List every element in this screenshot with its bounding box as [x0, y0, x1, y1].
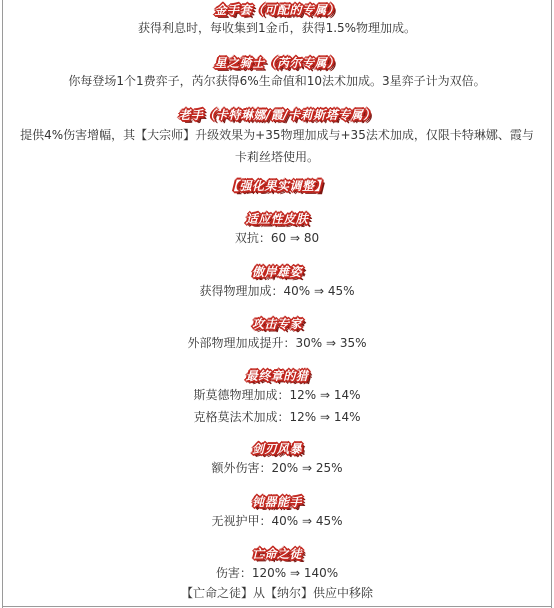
artifact-title: 老手（卡特琳娜/霞/卡莉斯塔专属）: [178, 108, 376, 122]
artifact-title: 星之骑士（芮尔专属）: [214, 56, 340, 70]
fruit-change: 克格莫法术加成：12% ⇒ 14%: [193, 410, 361, 424]
fruit-title: 剑刃风暴: [251, 442, 302, 456]
fruit-change: 双抗：60 ⇒ 80: [234, 231, 320, 245]
artifact-entry-veteran: [0, 107, 554, 168]
fruit-change: 外部物理加成提升：30% ⇒ 35%: [187, 336, 367, 350]
fruit-entry-proud-stance: [0, 264, 554, 300]
artifact-entry-gold-glove: [0, 2, 554, 37]
section-title: 【强化果实调整】: [226, 179, 327, 193]
fruit-entry-final-hunt: [0, 368, 554, 426]
fruit-change: 斯莫德物理加成：12% ⇒ 14%: [193, 388, 361, 402]
fruit-title: 钝器能手: [251, 495, 302, 509]
fruit-change: 伤害：120% ⇒ 140%: [215, 566, 339, 580]
fruit-entry-attack-expert: [0, 316, 554, 352]
fruit-change: 【亡命之徒】从【纳尔】供应中移除: [180, 586, 373, 600]
fruit-entry-blade-storm: [0, 441, 554, 477]
artifact-description: 获得利息时，每收集到1金币，获得1.5%物理加成。: [137, 21, 417, 35]
fruit-title: 适应性皮肤: [245, 212, 309, 226]
fruit-title: 攻击专家: [251, 317, 302, 331]
fruit-change: 额外伤害：20% ⇒ 25%: [211, 461, 343, 475]
fruit-title: 傲岸雄姿: [251, 265, 302, 279]
artifact-description: 提供4%伤害增幅，其【大宗师】升级效果为+35物理加成与+35法术加成，仅限卡特琳娜、霞与卡莉丝塔使用。: [20, 128, 534, 164]
artifact-entry-star-knight: [0, 55, 554, 90]
fruit-change: 无视护甲：40% ⇒ 45%: [211, 514, 343, 528]
fruit-entry-adaptive-skin: [0, 211, 554, 247]
artifact-title: 金手套（可配的专属）: [214, 3, 340, 17]
artifact-description: 你每登场1个1费弈子，芮尔获得6%生命值和10法术加成。3星弈子计为双倍。: [68, 74, 486, 88]
fruit-title: 亡命之徒: [251, 547, 302, 561]
fruit-adjustments-section: [0, 178, 554, 194]
fruit-change: 获得物理加成：40% ⇒ 45%: [199, 284, 355, 298]
fruit-entry-blunt-expert: [0, 494, 554, 530]
frame-bottom-border: [2, 606, 552, 607]
fruit-title: 最终章的猎: [245, 369, 309, 383]
fruit-entry-outlaw: [0, 546, 554, 602]
